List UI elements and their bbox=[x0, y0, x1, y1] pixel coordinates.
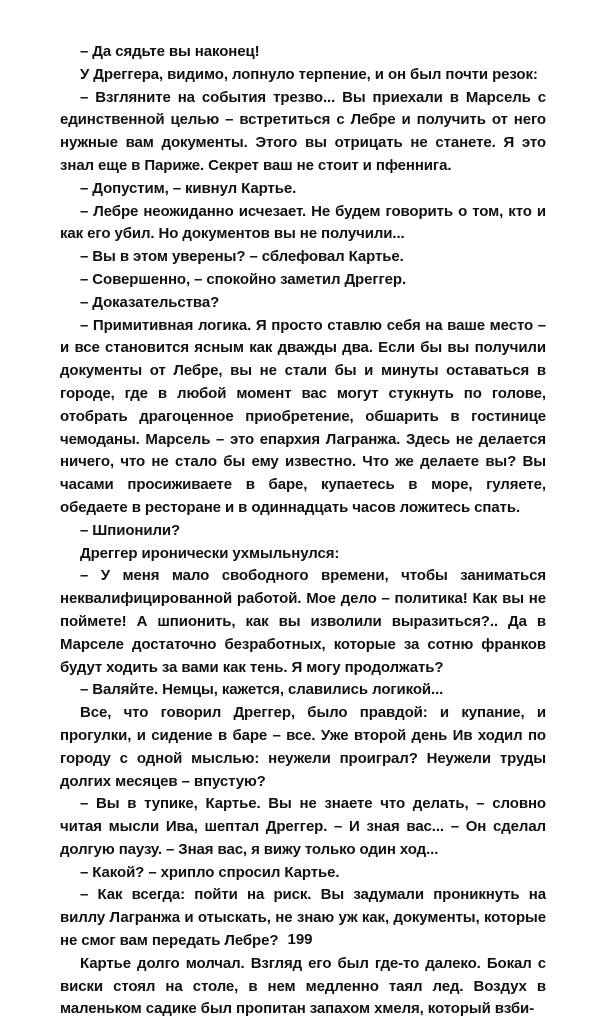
paragraph: Все, что говорил Дреггер, было правдой: и купание, и прогулки, и сидение в баре – все. Уже второй день Ив ходил по городу с одной мыслью: неужели проиграл? Неужели труды долгих месяцев – впустую? bbox=[60, 704, 546, 790]
paragraph: – Допустим, – кивнул Картье. bbox=[80, 179, 297, 197]
paragraph: – Взгляните на события трезво... Вы приехали в Марсель с единственной целью – встретиться с Лебре и получить от него нужные вам документы. Этого вы отрицать не станете. Я это знал еще в Париже. Секрет ваш не стоит и пфеннига. bbox=[60, 88, 546, 174]
paragraph: – Как всегда: пойти на риск. Вы задумали проникнуть на виллу Лагранжа и отыскать, не знаю уж как, документы, которые не смог вам передать Лебре? bbox=[60, 886, 546, 950]
paragraph: – Какой? – хрипло спросил Картье. bbox=[80, 863, 340, 881]
paragraph: – Вы в этом уверены? – сблефовал Картье. bbox=[80, 248, 404, 266]
paragraph: – Вы в тупике, Картье. Вы не знаете что делать, – словно читая мысли Ива, шептал Дреггер. – И зная вас... – Он сделал долгую паузу. – Зная вас, я вижу только один ход... bbox=[60, 795, 546, 858]
paragraph: Картье долго молчал. Взгляд его был где-то далеко. Бокал с виски стоял на столе, в нем медленно таял лед. Воздух в маленьком садике был пропитан запахом хмеля, который взби- bbox=[60, 954, 546, 1018]
paragraph: – Шпионили? bbox=[80, 521, 181, 539]
paragraph: – Да сядьте вы наконец! bbox=[80, 43, 260, 60]
paragraph: – Валяйте. Немцы, кажется, славились логикой... bbox=[80, 681, 444, 699]
paragraph: – Лебре неожиданно исчезает. Не будем говорить о том, кто и как его убил. Но документов вы не получили... bbox=[60, 202, 546, 243]
paragraph: – У меня мало свободного времени, чтобы заниматься неквалифицированной работой. Мое дело – политика! Как вы не поймете! А шпионить, как вы изволили выразиться?.. Да в Марселе достаточно безработных, которые за сотню франков будут ходить за вами как тень. Я могу продолжать? bbox=[60, 567, 546, 676]
paragraph: – Примитивная логика. Я просто ставлю себя на ваше место – и все становится ясным как дважды два. Если бы вы получили документы от Лебре, вы не стали бы и минуты оставаться в городе, где в любой момент вас могут стукнуть по голове, отобрать драгоценное приобретение, обшарить в гостинице чемоданы. Марсель – это епархия Лагранжа. Здесь не делается ничего, что не стало бы ему известно. Что же делаете вы? Вы часами просиживаете в баре, купаетесь в море, гуляете, обедаете в ресторане и в одиннадцать часов ложитесь спать. bbox=[60, 316, 546, 516]
paragraph: – Совершенно, – спокойно заметил Дреггер. bbox=[80, 270, 407, 288]
page-number: 199 bbox=[287, 931, 313, 948]
paragraph: У Дреггера, видимо, лопнуло терпение, и он был почти резок: bbox=[80, 65, 538, 83]
page-text bbox=[60, 41, 546, 1021]
paragraph: Дреггер иронически ухмыльнулся: bbox=[80, 544, 340, 562]
paragraph: – Доказательства? bbox=[80, 293, 220, 311]
